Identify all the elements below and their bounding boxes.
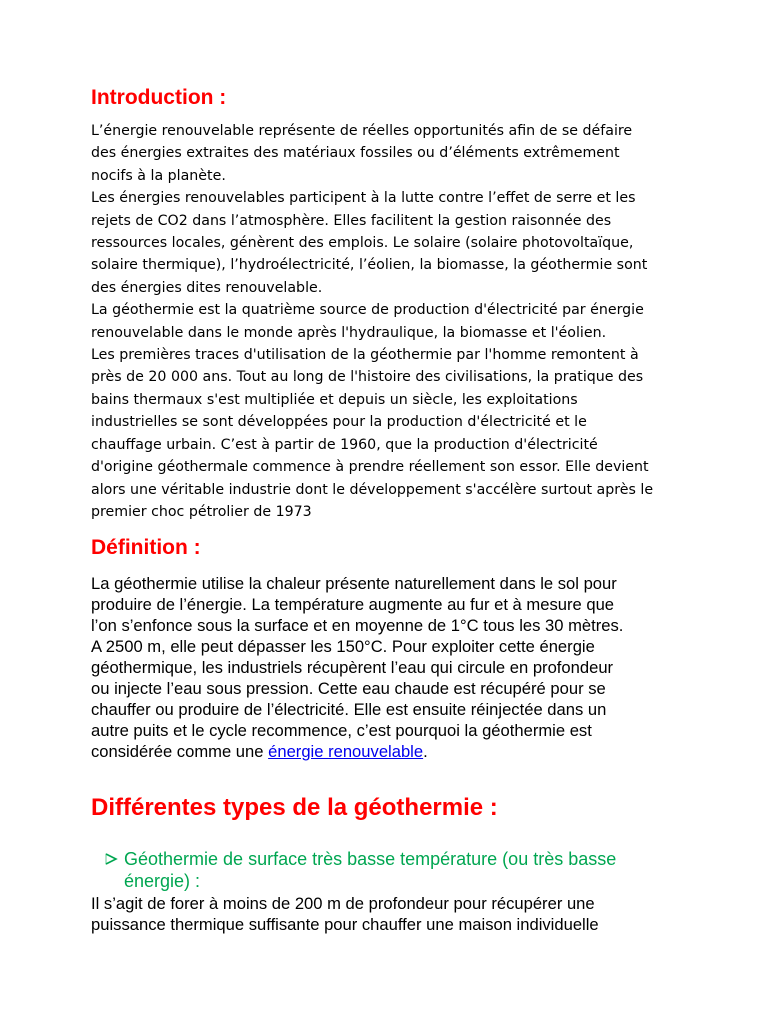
text-line: produire de l’énergie. La température augmente au fur et à mesure que bbox=[91, 595, 615, 614]
text-line: A 2500 m, elle peut dépasser les 150°C. Pour exploiter cette énergie bbox=[91, 637, 595, 656]
types-heading: Différentes types de la géothermie : bbox=[91, 794, 498, 821]
text-line-with-link bbox=[91, 741, 691, 762]
text-line: autre puits et le cycle recommence, c’est pourquoi la géothermie est bbox=[91, 721, 592, 740]
text-line: Les énergies renouvelables participent à la lutte contre l’effet de serre et les bbox=[91, 190, 636, 207]
text-line: des énergies extraites des matériaux fossiles ou d’éléments extrêmement bbox=[91, 145, 620, 162]
text-line: renouvelable dans le monde après l'hydraulique, la biomasse et l'éolien. bbox=[91, 324, 607, 341]
text-fragment: . bbox=[423, 742, 428, 761]
text-line: L’énergie renouvelable représente de réelles opportunités afin de se défaire bbox=[91, 123, 633, 139]
text-line: près de 20 000 ans. Tout au long de l'histoire des civilisations, la pratique des bbox=[91, 369, 644, 386]
text-line: industrielles se sont développées pour la production d'électricité et le bbox=[91, 414, 587, 431]
arrow-bullet-icon bbox=[104, 848, 118, 870]
text-line: chauffer ou produire de l’électricité. Elle est ensuite réinjectée dans un bbox=[91, 700, 607, 719]
definition-paragraph bbox=[91, 573, 691, 762]
text-line: rejets de CO2 dans l’atmosphère. Elles facilitent la gestion raisonnée des bbox=[91, 212, 612, 229]
text-line: géothermique, les industriels récupèrent l’eau qui circule en profondeur bbox=[91, 658, 614, 677]
introduction-paragraph bbox=[91, 120, 691, 523]
text-line: des énergies dites renouvelable. bbox=[91, 279, 323, 296]
text-line: nocifs à la planète. bbox=[91, 167, 226, 184]
text-line: bains thermaux s'est multipliée et depuis un siècle, les exploitations bbox=[91, 391, 578, 408]
energie-renouvelable-link[interactable]: énergie renouvelable bbox=[268, 742, 424, 761]
text-line: puissance thermique suffisante pour chauffer une maison individuelle bbox=[91, 915, 599, 934]
text-fragment: considérée comme une bbox=[91, 742, 269, 761]
text-line: d'origine géothermale commence à prendre réellement son essor. Elle devient bbox=[91, 459, 649, 476]
text-line: Les premières traces d'utilisation de la géothermie par l'homme remontent à bbox=[91, 347, 639, 364]
introduction-heading: Introduction : bbox=[91, 86, 227, 109]
text-line: La géothermie utilise la chaleur présente naturellement dans le sol pour bbox=[91, 574, 617, 593]
text-line: alors une véritable industrie dont le développement s'accélère surtout après le bbox=[91, 481, 654, 498]
text-line: La géothermie est la quatrième source de production d'électricité par énergie bbox=[91, 302, 644, 319]
text-line: chauffage urbain. C’est à partir de 1960, que la production d'électricité bbox=[91, 436, 598, 453]
text-line: l’on s’enfonce sous la surface et en moyenne de 1°C tous les 30 mètres. bbox=[91, 616, 624, 635]
definition-heading: Définition : bbox=[91, 536, 201, 559]
bullet-title: Géothermie de surface très basse température (ou très basse énergie) : bbox=[124, 849, 617, 891]
text-line: premier choc pétrolier de 1973 bbox=[91, 503, 312, 520]
bullet-description bbox=[91, 893, 691, 935]
text-line: solaire thermique), l’hydroélectricité, l’éolien, la biomasse, la géothermie sont bbox=[91, 257, 648, 274]
text-line: ressources locales, génèrent des emplois. Le solaire (solaire photovoltaïque, bbox=[91, 235, 634, 252]
text-line: ou injecte l’eau sous pression. Cette eau chaude est récupéré pour se bbox=[91, 679, 606, 698]
text-line: Il s’agit de forer à moins de 200 m de profondeur pour récupérer une bbox=[91, 894, 595, 913]
